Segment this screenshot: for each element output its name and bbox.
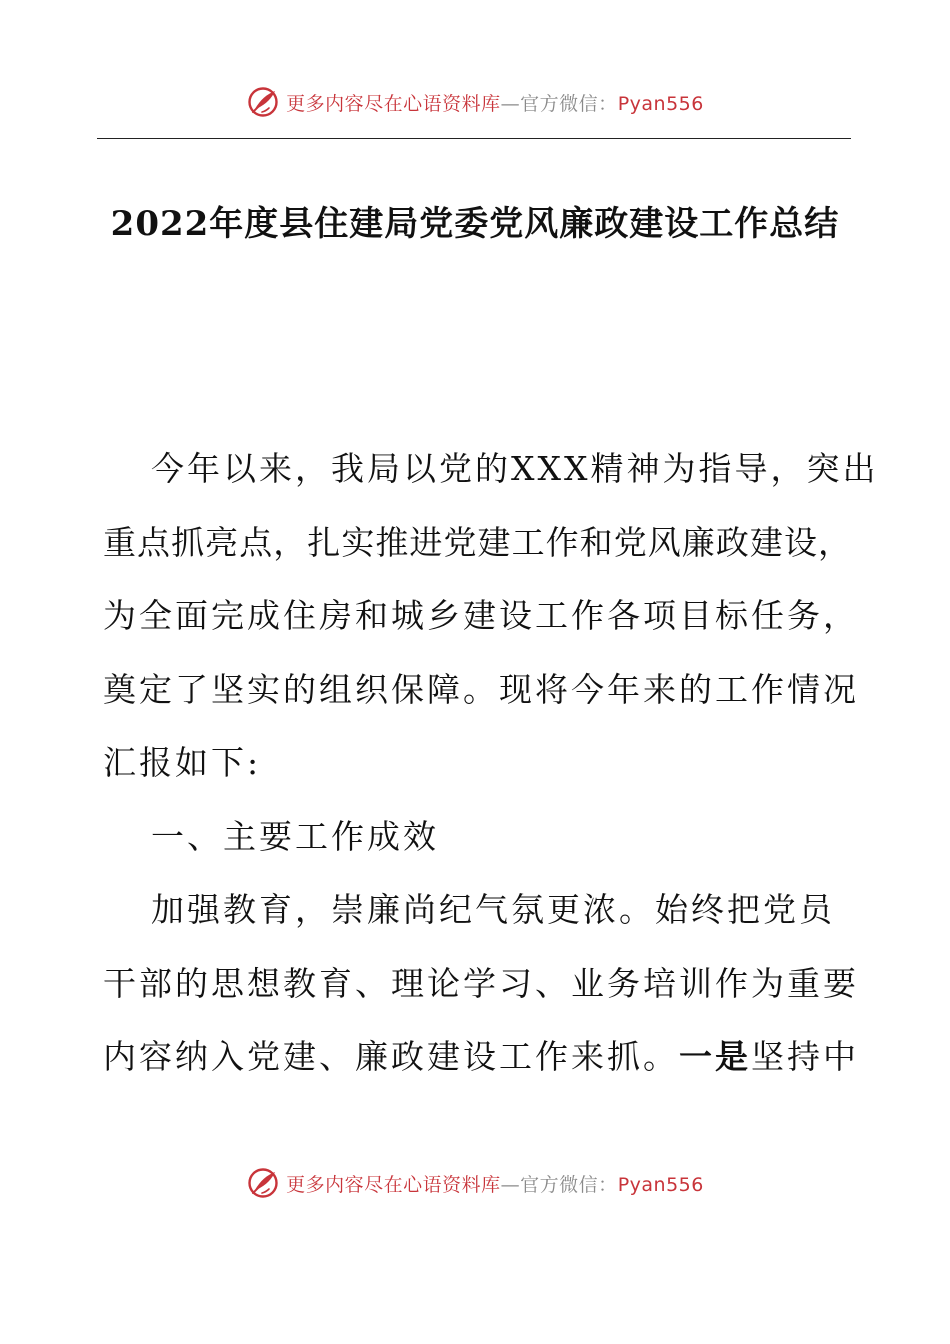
feather-pen-circle-icon	[246, 1166, 280, 1200]
body-line-7: 加强教育，崇廉尚纪气氛更浓。始终把党员	[151, 890, 835, 929]
footer-wechat-account: Pyan556	[617, 1173, 704, 1196]
body-line-9-text: 内容纳入党建、廉政建设工作来抓。	[103, 1037, 679, 1076]
document-body	[103, 441, 879, 1103]
section-heading-1: 一、主要工作成效	[151, 816, 439, 856]
footer-brand-name: 更多内容尽在心语资料库	[286, 1173, 501, 1196]
body-line-1: 今年以来，我局以党的XXX精神为指导，突出	[151, 449, 879, 488]
header-watermark-text	[286, 89, 704, 116]
header-brand-separator: —	[500, 92, 521, 115]
body-line-9-emphasis: 一是	[679, 1037, 751, 1076]
body-line-4: 奠定了坚实的组织保障。现将今年来的工作情况	[103, 669, 859, 709]
footer-watermark-text	[286, 1170, 704, 1197]
footer-watermark	[0, 1163, 950, 1203]
body-line-9	[103, 1029, 859, 1103]
body-line-2: 重点抓亮点，扎实推进党建工作和党风廉政建设，	[103, 522, 851, 562]
body-line-3: 为全面完成住房和城乡建设工作各项目标任务，	[103, 596, 859, 635]
header-brand-name: 更多内容尽在心语资料库	[286, 92, 501, 115]
body-line-9-tail: 坚持中	[751, 1037, 859, 1076]
header-divider	[97, 138, 851, 139]
body-line-5: 汇报如下:	[103, 743, 262, 782]
feather-pen-circle-icon	[246, 85, 280, 119]
body-line-8: 干部的思想教育、理论学习、业务培训作为重要	[103, 963, 859, 1003]
document-title: 2022年度县住建局党委党风廉政建设工作总结	[110, 204, 840, 244]
header-wechat-label: 官方微信：	[520, 92, 618, 115]
footer-wechat-label: 官方微信：	[520, 1173, 618, 1196]
header-wechat-account: Pyan556	[617, 92, 704, 115]
footer-brand-separator: —	[500, 1173, 521, 1196]
header-watermark	[0, 82, 950, 122]
